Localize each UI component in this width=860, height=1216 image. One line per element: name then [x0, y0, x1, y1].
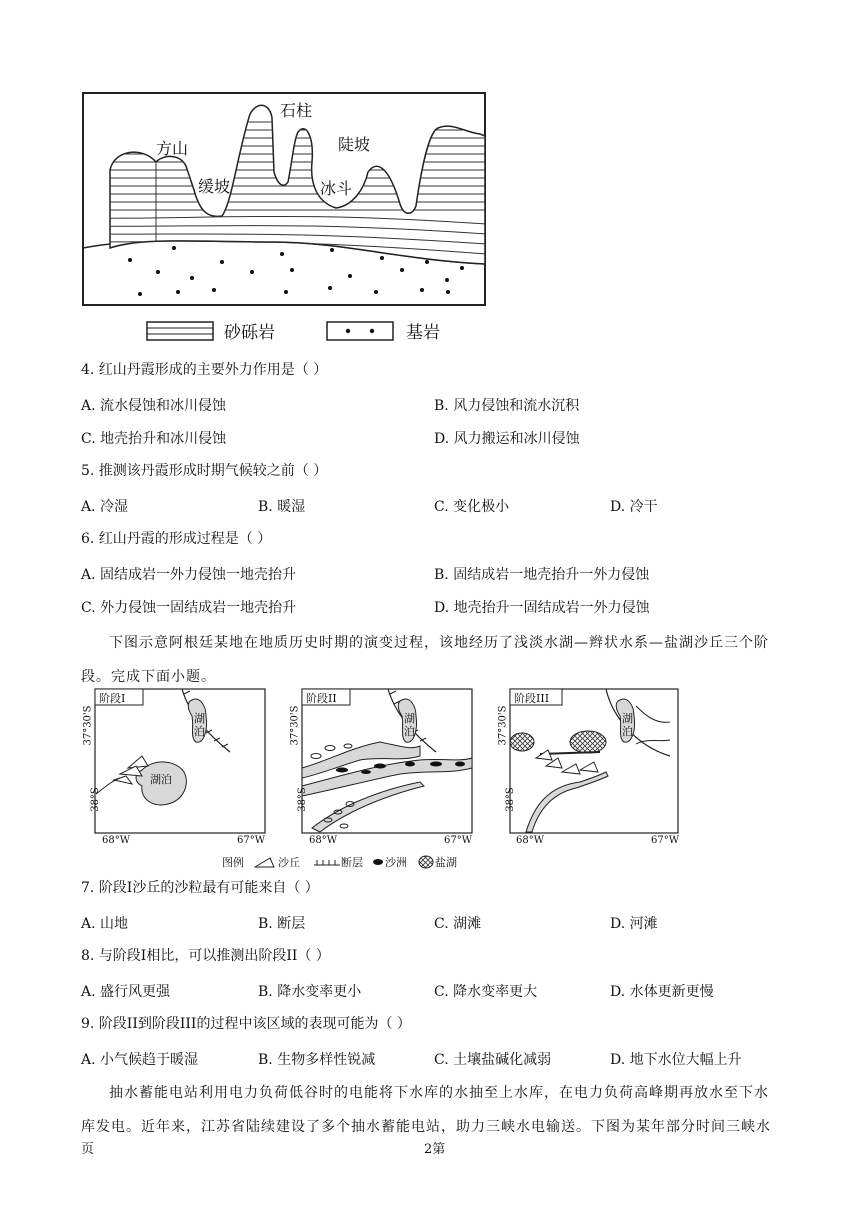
bedrock-legend-swatch	[326, 321, 394, 341]
q8-option-d[interactable]: D. 水体更新更慢	[610, 984, 714, 1000]
footer-page-number: 2第	[424, 1142, 446, 1157]
question-6-stem: 6. 红山丹霞的形成过程是（ ）	[81, 531, 272, 547]
intro-paragraph-pumped-storage: 抽水蓄能电站利用电力负荷低谷时的电能将下水库的水抽至上水库，在电力负荷高峰期再放水至下水库发电。近年来，江苏省陆续建设了多个抽水蓄能电站，助力三峡水电输送。下图为某年部分时间三峡水	[81, 1085, 771, 1135]
q5-option-b[interactable]: B. 暖湿	[258, 499, 306, 515]
q7-option-b[interactable]: B. 断层	[258, 916, 306, 932]
map-legend-title: 图例	[222, 856, 244, 869]
map-legend-fault: 断层	[341, 856, 363, 869]
label-fangshan: 方山	[156, 139, 189, 158]
danxia-figure	[82, 92, 486, 306]
panel-label-stage-1: 阶段I	[99, 692, 126, 705]
q4-option-a[interactable]: A. 流水侵蚀和冰川侵蚀	[81, 398, 227, 414]
lon-label-stage-2-left: 68°W	[309, 835, 338, 846]
q9-option-b[interactable]: B. 生物多样性锐减	[258, 1052, 376, 1068]
q6-option-c[interactable]: C. 外力侵蚀一固结成岩一地壳抬升	[81, 600, 297, 616]
lon-label-stage-3-left: 68°W	[516, 835, 545, 846]
lat-label-stage-3-top: 37°30'S	[497, 705, 509, 746]
q5-option-d[interactable]: D. 冷干	[610, 499, 658, 515]
lat-label-stage-2-top: 37°30'S	[289, 705, 301, 746]
footer-page-left: 页	[81, 1142, 95, 1157]
stage-maps	[80, 686, 690, 872]
map-legend-saltlake: 盐湖	[435, 856, 457, 869]
lake-label-stage-1-north: 湖泊	[194, 712, 205, 738]
q8-option-c[interactable]: C. 降水变率更大	[434, 984, 538, 1000]
q4-option-c[interactable]: C. 地壳抬升和冰川侵蚀	[81, 431, 227, 447]
lat-label-stage-2-bottom: 38°S	[296, 787, 308, 812]
panel-stage-1	[95, 689, 265, 833]
q8-option-a[interactable]: A. 盛行风更强	[81, 984, 171, 1000]
q4-option-d[interactable]: D. 风力搬运和冰川侵蚀	[434, 431, 580, 447]
question-5-stem: 5. 推测该丹霞形成时期气候较之前（ ）	[81, 463, 328, 479]
q5-option-a[interactable]: A. 冷湿	[81, 499, 129, 515]
lake-label-stage-3: 湖泊	[622, 712, 633, 738]
question-7-stem: 7. 阶段I沙丘的沙粒最有可能来自（ ）	[81, 880, 319, 896]
question-4-stem: 4. 红山丹霞形成的主要外力作用是（ ）	[81, 362, 328, 378]
panel-label-stage-3: 阶段III	[514, 692, 550, 705]
lon-label-stage-1-left: 68°W	[102, 835, 131, 846]
q6-option-b[interactable]: B. 固结成岩一地壳抬升一外力侵蚀	[434, 567, 650, 583]
label-doupo: 陡坡	[338, 135, 371, 154]
lat-label-stage-1-top: 37°30'S	[82, 705, 94, 746]
q6-option-d[interactable]: D. 地壳抬升一固结成岩一外力侵蚀	[434, 600, 650, 616]
q9-option-a[interactable]: A. 小气候趋于暖湿	[81, 1052, 199, 1068]
map-legend-dune: 沙丘	[278, 856, 300, 869]
lat-label-stage-3-bottom: 38°S	[504, 787, 516, 812]
lake-label-stage-2: 湖泊	[404, 712, 415, 738]
sandbar-legend-icon	[372, 857, 384, 867]
lat-label-stage-1-bottom: 38°S	[89, 787, 101, 812]
panel-label-stage-2: 阶段II	[306, 692, 337, 705]
lake-label-stage-1-south: 湖泊	[150, 773, 172, 786]
saltlake-legend-icon	[418, 855, 434, 869]
map-legend-sandbar: 沙洲	[385, 856, 407, 869]
label-huanpo: 缓坡	[198, 177, 231, 196]
lon-label-stage-1-right: 67°W	[237, 835, 266, 846]
fault-legend-icon	[314, 857, 340, 867]
question-8-stem: 8. 与阶段I相比，可以推测出阶段II（ ）	[81, 948, 330, 964]
q7-option-d[interactable]: D. 河滩	[610, 916, 658, 932]
panel-stage-2	[302, 689, 472, 833]
q6-option-a[interactable]: A. 固结成岩一外力侵蚀一地壳抬升	[81, 567, 297, 583]
map-legend	[222, 854, 482, 870]
legend-bedrock-label: 基岩	[406, 323, 440, 343]
legend-sandstone-label: 砂砾岩	[224, 323, 275, 343]
sandstone-legend-swatch	[146, 321, 214, 341]
danxia-cross-section	[82, 92, 486, 306]
lon-label-stage-3-right: 67°W	[651, 835, 680, 846]
q9-option-c[interactable]: C. 土壤盐碱化减弱	[434, 1052, 552, 1068]
q7-option-c[interactable]: C. 湖滩	[434, 916, 482, 932]
question-9-stem: 9. 阶段II到阶段III的过程中该区域的表现可能为（ ）	[81, 1016, 411, 1032]
dune-legend-icon	[254, 856, 276, 868]
label-shizhu: 石柱	[280, 101, 313, 120]
q7-option-a[interactable]: A. 山地	[81, 916, 129, 932]
danxia-legend	[146, 318, 476, 344]
q9-option-d[interactable]: D. 地下水位大幅上升	[610, 1052, 742, 1068]
q4-option-b[interactable]: B. 风力侵蚀和流水沉积	[434, 398, 580, 414]
q5-option-c[interactable]: C. 变化极小	[434, 499, 510, 515]
label-bingdou: 冰斗	[320, 179, 353, 198]
lon-label-stage-2-right: 67°W	[444, 835, 473, 846]
q8-option-b[interactable]: B. 降水变率更小	[258, 984, 362, 1000]
panel-stage-3	[510, 689, 678, 833]
intro-paragraph-argentina: 下图示意阿根廷某地在地质历史时期的演变过程，该地经历了浅淡水湖—辫状水系—盐湖沙丘三个阶段。完成下面小题。	[81, 635, 769, 685]
